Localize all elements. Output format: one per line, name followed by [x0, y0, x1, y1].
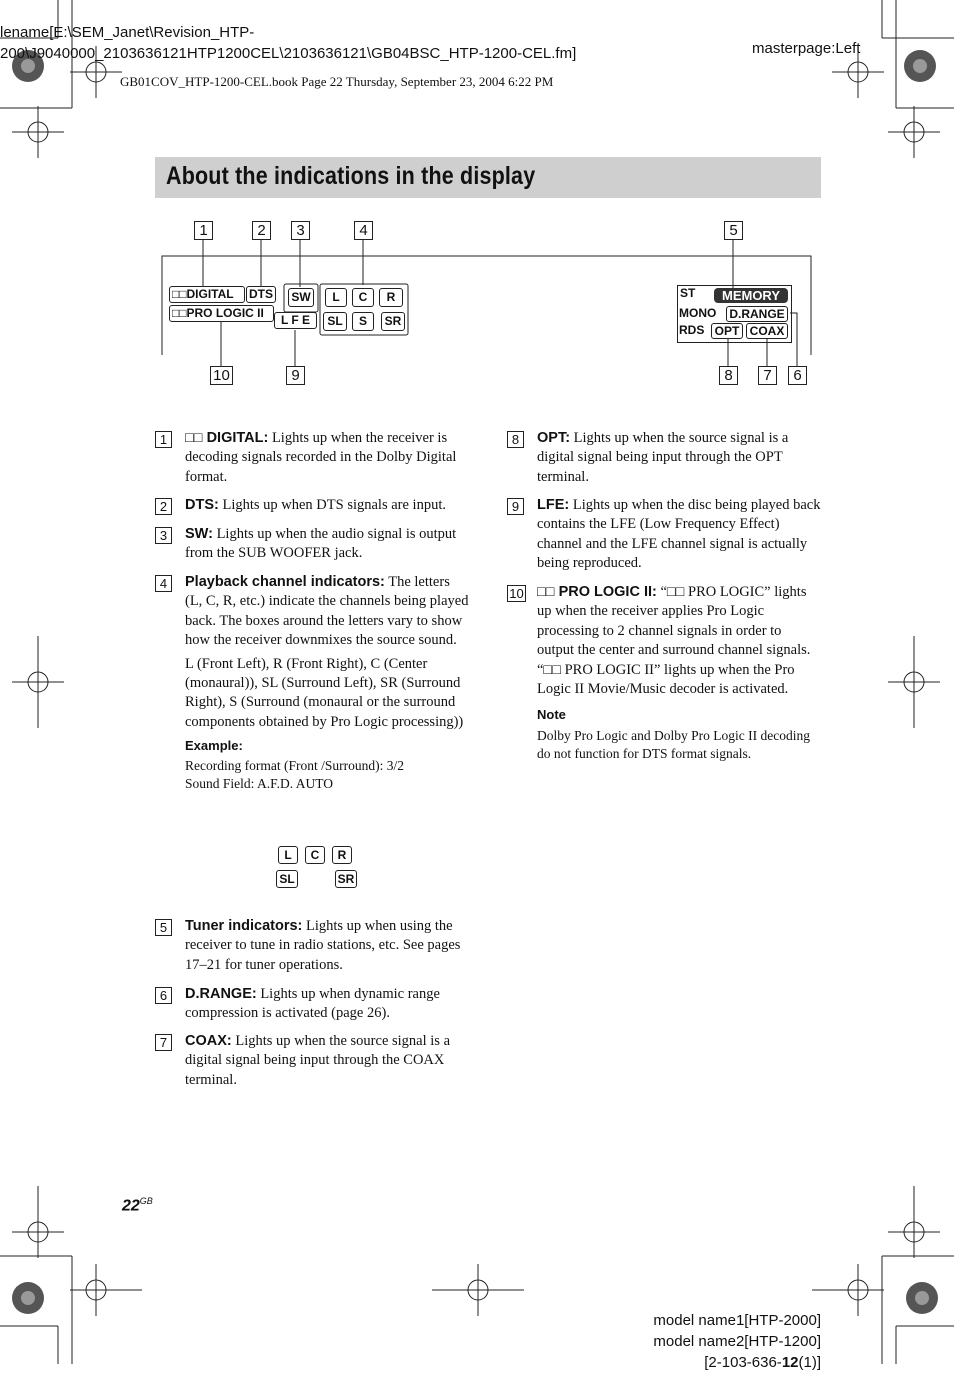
- note-text: Dolby Pro Logic and Dolby Pro Logic II decoding do not function for DTS format signals.: [537, 727, 810, 762]
- list-item-6: 6 D.RANGE: Lights up when dynamic range compression is activated (page 26).: [155, 985, 470, 1024]
- item-number: 8: [507, 431, 524, 448]
- dolby-logo-icon: □□: [172, 287, 187, 301]
- list-item-5: 5 Tuner indicators: Lights up when using the receiver to tune in radio stations, etc. See pages 17–21 for tuner operations.: [155, 917, 470, 975]
- rds-indicator: RDS: [679, 323, 705, 337]
- item-number: 9: [507, 498, 524, 515]
- st-indicator: ST: [680, 286, 696, 300]
- example-channel-c: C: [305, 846, 325, 864]
- item-number: 7: [155, 1034, 172, 1051]
- page-title: About the indications in the display: [166, 162, 536, 190]
- callout-1: 1: [194, 221, 213, 240]
- example-channel-sl: SL: [276, 870, 298, 888]
- dolby-logo-icon: □□: [185, 430, 203, 446]
- callout-4: 4: [354, 221, 373, 240]
- page-number: $22^{GB}$: [122, 1196, 153, 1215]
- callout-5: 5: [724, 221, 743, 240]
- display-diagram: [0, 0, 954, 400]
- memory-indicator: MEMORY: [714, 288, 788, 303]
- dolby-digital-indicator: □□DIGITAL: [169, 286, 245, 303]
- channel-sr: SR: [381, 312, 405, 331]
- list-item-10: 10 □□ PRO LOGIC II: “□□ PRO LOGIC” lights up when the receiver applies Pro Logic processing to 2 channel signals in order to output the center and surround channel signals. “□□ PRO LOGIC II” lights up when the Pro Logic II Movie/Music decoder is activated. Note Dolby Pro Logic and Dolby Pro Logic II decoding do not function for DTS format signals.: [507, 583, 822, 764]
- part-number: [2-103-636-12(1)]: [704, 1354, 821, 1371]
- note-label: Note: [537, 707, 566, 723]
- drange-indicator: D.RANGE: [726, 306, 788, 322]
- callout-7: 7: [758, 366, 777, 385]
- example-label: Example:: [185, 738, 243, 754]
- callout-10: 10: [210, 366, 233, 385]
- channel-sl: SL: [323, 312, 347, 331]
- model-name-2: model name2[HTP-1200]: [653, 1333, 821, 1350]
- channel-c: C: [352, 288, 374, 307]
- item-number: 5: [155, 919, 172, 936]
- item-number: 4: [155, 575, 172, 592]
- example-channel-sr: SR: [335, 870, 357, 888]
- item-number: 2: [155, 498, 172, 515]
- dts-indicator: DTS: [246, 286, 276, 303]
- sw-indicator: SW: [288, 288, 314, 307]
- file-path-line1: lename[E:\SEM_Janet\Revision_HTP-: [0, 24, 255, 41]
- list-item-7: 7 COAX: Lights up when the source signal is a digital signal being input through the COAX terminal.: [155, 1032, 470, 1090]
- dolby-prologic-indicator: □□PRO LOGIC II: [169, 305, 274, 322]
- list-item-4: 4 Playback channel indicators: The letters (L, C, R, etc.) indicate the channels being played back. The boxes around the letters vary to show how the receiver downmixes the source sound. L (Front Left), R (Front Right), C (Center (monaural)), SL (Surround Left), SR (Surround Right), S (Surround (monaural or the surround components obtained by Pro Logic processing)) Example: Recording format (Front /Surround): 3/2 Sound Field: A.F.D. AUTO: [155, 573, 470, 794]
- list-item-8: 8 OPT: Lights up when the source signal is a digital signal being input through the OPT terminal.: [507, 429, 822, 487]
- callout-6: 6: [788, 366, 807, 385]
- mono-indicator: MONO: [679, 306, 717, 320]
- coax-indicator: COAX: [746, 323, 788, 339]
- list-item-3: 3 SW: Lights up when the audio signal is output from the SUB WOOFER jack.: [155, 525, 470, 564]
- callout-2: 2: [252, 221, 271, 240]
- dolby-logo-icon: □□: [172, 306, 187, 320]
- masterpage-label: masterpage:Left: [752, 40, 861, 57]
- channel-legend: L (Front Left), R (Front Right), C (Center (monaural)), SL (Surround Left), SR (Surround Right), S (Surround (monaural or the surround components obtained by Pro Logic processing)): [185, 655, 464, 730]
- channel-s: S: [352, 312, 374, 331]
- model-name-1: model name1[HTP-2000]: [653, 1312, 821, 1329]
- opt-indicator: OPT: [711, 323, 743, 339]
- lfe-indicator: L F E: [274, 312, 317, 329]
- item-number: 1: [155, 431, 172, 448]
- channel-r: R: [379, 288, 403, 307]
- dolby-logo-icon: □□: [537, 584, 555, 600]
- channel-l: L: [325, 288, 347, 307]
- list-item-9: 9 LFE: Lights up when the disc being played back contains the LFE (Low Frequency Effect) channel and the LFE channel signal is actually being reproduced.: [507, 496, 822, 574]
- callout-8: 8: [719, 366, 738, 385]
- example-channel-l: L: [278, 846, 298, 864]
- example-channel-r: R: [332, 846, 352, 864]
- item-number: 3: [155, 527, 172, 544]
- item-number: 6: [155, 987, 172, 1004]
- book-info-line: GB01COV_HTP-1200-CEL.book Page 22 Thursday, September 23, 2004 6:22 PM: [120, 74, 554, 89]
- list-item-1: 1 □□ DIGITAL: Lights up when the receiver is decoding signals recorded in the Dolby Digital format.: [155, 429, 470, 487]
- callout-3: 3: [291, 221, 310, 240]
- list-item-2: 2 DTS: Lights up when DTS signals are input.: [155, 496, 470, 515]
- file-path-line2: 200\J9040000_2103636121HTP1200CEL\2103636121\GB04BSC_HTP-1200-CEL.fm]: [0, 45, 577, 62]
- callout-9: 9: [286, 366, 305, 385]
- display-frame: [0, 0, 954, 400]
- item-number: 10: [507, 585, 526, 602]
